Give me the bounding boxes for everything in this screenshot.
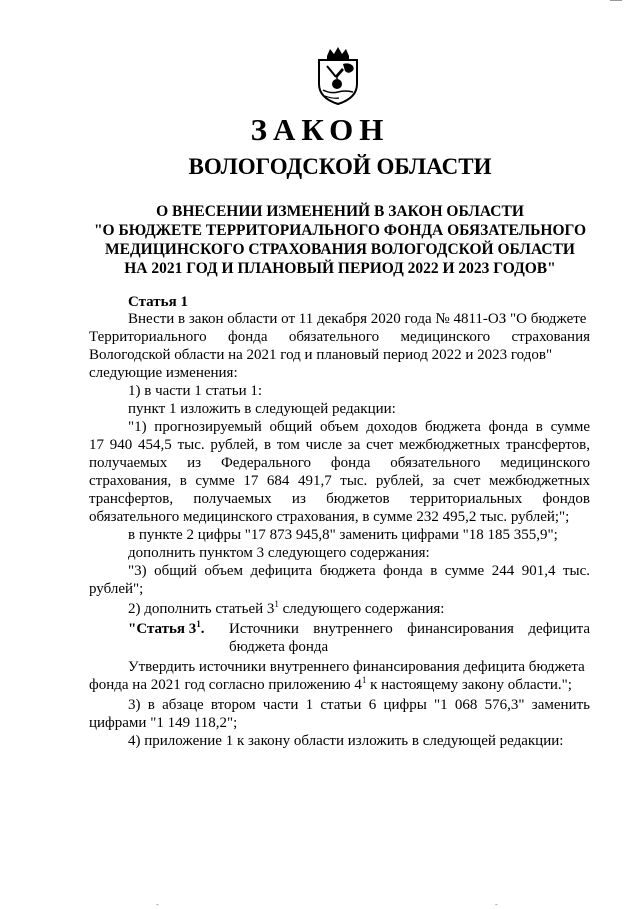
superscript: 1 <box>361 675 367 685</box>
body-line: получаемых из Федерального фонда обязательного медицинского <box>89 455 590 471</box>
body-line: трансфертов, получаемых из бюджетов территориальных фондов <box>89 491 590 507</box>
superscript: 1 <box>196 619 201 629</box>
page-edge-mark <box>610 0 622 4</box>
body-line: Территориального фонда обязательного медицинского страхования <box>89 329 590 345</box>
line-text: 2) дополнить статьей 3 <box>128 601 275 617</box>
line-text: . <box>200 621 205 637</box>
body-line: обязательного медицинского страхования, в сумме 232 495,2 тыс. рублей;"; <box>89 509 570 525</box>
line-text: к настоящему закону области."; <box>366 677 572 693</box>
body-line: дополнить пунктом 3 следующего содержания: <box>128 545 430 561</box>
body-line: 3) в абзаце втором части 1 статьи 6 цифры "1 068 576,3" заменить <box>128 697 590 713</box>
article-title: Статья 1 <box>128 294 188 310</box>
body-line: бюджета фонда <box>229 639 329 655</box>
heading-line: О ВНЕСЕНИИ ИЗМЕНЕНИЙ В ЗАКОН ОБЛАСТИ <box>156 203 524 220</box>
body-line <box>128 600 444 618</box>
law-heading <box>90 202 590 278</box>
law-title: ЗАКОН <box>250 112 390 147</box>
body-line: "1) прогнозируемый общий объем доходов бюджета фонда в сумме <box>128 419 590 435</box>
body-line: 1) в части 1 статьи 1: <box>128 383 263 399</box>
line-text: фонда на 2021 год согласно приложению 4 <box>89 677 362 693</box>
body-line: "3) общий объем дефицита бюджета фонда в сумме 244 901,4 тыс. <box>128 563 590 579</box>
body-line: пункт 1 изложить в следующей редакции: <box>128 401 396 417</box>
heading-line: МЕДИЦИНСКОГО СТРАХОВАНИЯ ВОЛОГОДСКОЙ ОБЛАСТИ <box>105 241 575 258</box>
footer-mark: - <box>495 900 498 909</box>
region-title: ВОЛОГОДСКОЙ ОБЛАСТИ <box>188 154 492 179</box>
body-line: следующие изменения: <box>89 365 238 381</box>
body-line: 4) приложение 1 к закону области изложить в следующей редакции: <box>128 733 564 749</box>
coat-of-arms-emblem <box>313 46 363 106</box>
body-line: 17 940 454,5 тыс. рублей, в том числе за счет межбюджетных трансфертов, <box>89 437 590 453</box>
body-line: в пункте 2 цифры "17 873 945,8" заменить цифрами "18 185 355,9"; <box>128 527 558 543</box>
line-text: "Статья 3 <box>128 621 197 637</box>
line-text: следующего содержания: <box>278 601 445 617</box>
article-3-1-heading <box>128 620 205 638</box>
superscript: 1 <box>274 599 279 609</box>
body-line: рублей"; <box>89 581 144 597</box>
footer-mark: - <box>156 900 159 909</box>
body-line: Внести в закон области от 11 декабря 2020 года № 4811-ОЗ "О бюджете <box>128 311 587 327</box>
body-line: цифрами "1 149 118,2"; <box>89 715 238 731</box>
heading-line: "О БЮДЖЕТЕ ТЕРРИТОРИАЛЬНОГО ФОНДА ОБЯЗАТЕЛЬНОГО <box>93 222 587 239</box>
body-line: Утвердить источники внутреннего финансирования дефицита бюджета <box>128 659 585 675</box>
body-line: Вологодской области на 2021 год и плановый период 2022 и 2023 годов" <box>89 347 553 363</box>
heading-line: НА 2021 ГОД И ПЛАНОВЫЙ ПЕРИОД 2022 И 2023 ГОДОВ" <box>124 260 556 277</box>
body-line: Источники внутреннего финансирования дефицита <box>229 621 590 637</box>
body-line: страхования, в сумме 17 684 491,7 тыс. рублей, за счет межбюджетных <box>89 473 590 489</box>
article-3-1-label <box>128 621 205 637</box>
body-line <box>89 676 572 694</box>
